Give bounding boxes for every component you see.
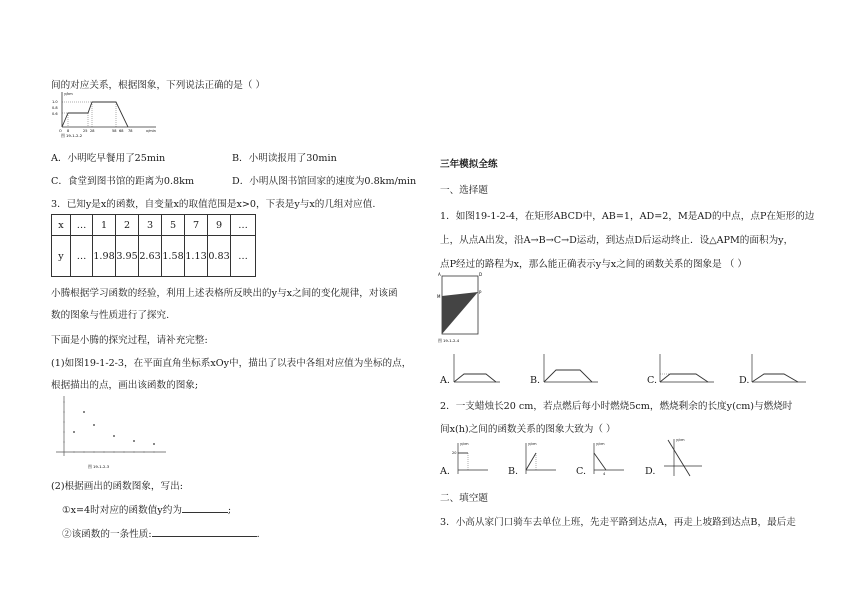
option-c: C．食堂到图书馆的距离为0.8km [51, 176, 195, 187]
paragraph: 小腾根据学习函数的经验，利用上述表格所反映出的y与x之间的变化规律，对该函 [51, 288, 398, 299]
plotted-point [93, 424, 95, 426]
paragraph: 间x(h)之间的函数关系的图象大致为（ ） [440, 424, 616, 435]
svg-text:28: 28 [90, 129, 95, 133]
subsection-title: 二、填空题 [440, 493, 488, 504]
distance-line [62, 102, 128, 127]
table-cell: 7 [185, 215, 208, 236]
table-cell: 2 [116, 215, 139, 236]
table-cell: 1 [93, 215, 116, 236]
plotted-point [133, 440, 135, 442]
figure-caption: 图 19-1-2-3 [88, 464, 110, 469]
q2-option-d-label: D. [645, 466, 656, 477]
table-cell: 3 [139, 215, 162, 236]
shaded-triangle [442, 292, 478, 334]
q1-option-c-label: C. [647, 375, 658, 386]
table-cell: 1.13 [185, 236, 208, 277]
table-cell: … [231, 236, 256, 277]
svg-text:D: D [479, 272, 483, 277]
y-axis-label: y/km [64, 92, 73, 96]
paragraph: 点P经过的路程为x，那么能正确表示y与x之间的函数关系的图象是 （ ） [440, 259, 748, 270]
figure-caption: 图 19-1-2-2 [61, 133, 83, 138]
plotted-point [73, 431, 75, 433]
svg-text:y/cm: y/cm [596, 442, 605, 446]
svg-text:8: 8 [67, 129, 70, 133]
q2-option-c-label: C. [576, 466, 587, 477]
subsection-title: 一、选择题 [440, 185, 488, 196]
paragraph: 下面是小腾的探究过程，请补充完整: [51, 335, 208, 346]
q1-option-d-label: D. [739, 375, 750, 386]
paragraph: 3．小高从家门口骑车去单位上班，先走平路到达点A，再走上坡路到达点B，最后走 [440, 517, 796, 528]
paragraph: 1．如图19-1-2-4，在矩形ABCD中，AB=1，AD=2，M是AD的中点，点P在矩形的边 [440, 211, 815, 222]
x-axis-label: x/min [146, 129, 156, 133]
fill-in-1: ①x=4时对应的函数值y约为 ; [62, 505, 232, 516]
table-cell: … [231, 215, 256, 236]
paragraph: 2．一支蜡烛长20 cm，若点燃后每小时燃烧5cm，燃烧剩余的长度y(cm)与燃烧时 [440, 401, 793, 412]
svg-text:20: 20 [452, 451, 457, 455]
svg-text:68: 68 [119, 129, 124, 133]
svg-text:O: O [59, 129, 62, 133]
question-3-stem: 3．已知y是x的函数，自变量x的取值范围是x>0，下表是y与x的几组对应值. [51, 199, 376, 210]
table-cell: 1.98 [93, 236, 116, 277]
paragraph: 上，从点A出发，沿A→B→C→D运动，到达点D后运动终止．设△APM的面积为y， [440, 235, 794, 246]
table-cell: 2.63 [139, 236, 162, 277]
fill-in-2: ②该函数的一条性质: . [62, 529, 260, 540]
paragraph: 数的图象与性质进行了探究. [51, 310, 170, 321]
figure-19-1-2-2 [48, 90, 160, 138]
figure-19-1-2-4 [436, 270, 486, 344]
table-cell: 9 [208, 215, 231, 236]
y-tick: 0.8 [52, 106, 58, 110]
plotted-point [113, 435, 115, 437]
svg-text:4: 4 [603, 472, 606, 476]
q2-stem-tail: 间的对应关系，根据图象，下列说法正确的是（ ） [51, 80, 266, 91]
q2-option-b-label: B. [508, 466, 519, 477]
plotted-point [153, 443, 155, 445]
table-cell: … [71, 215, 93, 236]
paragraph: 根据描出的点，画出该函数的图象; [51, 380, 199, 391]
figure-caption: 图 19-1-2-4 [438, 338, 460, 343]
table-cell: 3.95 [116, 236, 139, 277]
section-title: 三年模拟全练 [440, 159, 498, 170]
plotted-point [83, 411, 85, 413]
svg-text:A: A [438, 272, 441, 277]
y-tick: 0.6 [52, 112, 58, 116]
svg-text:y/cm: y/cm [528, 442, 537, 446]
q1-option-a-graph [450, 352, 502, 386]
figure-19-1-2-3 [50, 394, 170, 472]
table-cell: 0.83 [208, 236, 231, 277]
svg-text:y/cm: y/cm [676, 438, 685, 442]
option-a: A．小明吃早餐用了25min [51, 153, 166, 164]
option-b: B．小明读报用了30min [232, 153, 337, 164]
q1-option-a-label: A. [440, 375, 450, 386]
table-cell: 5 [162, 215, 185, 236]
y-tick: 1.0 [52, 100, 58, 104]
q2-option-c-graph [588, 440, 628, 478]
svg-text:78: 78 [128, 129, 133, 133]
q2-option-a-label: A. [440, 466, 450, 477]
table-cell: 1.58 [162, 236, 185, 277]
svg-text:P: P [479, 290, 482, 295]
q1-option-b-graph [540, 352, 600, 386]
svg-text:M: M [437, 294, 441, 299]
option-d: D．小明从图书馆回家的速度为0.8km/min [232, 176, 417, 187]
q1-option-d-graph [748, 352, 808, 386]
q2-option-b-graph [520, 440, 560, 478]
q1-option-c-graph [656, 352, 716, 386]
table-cell: y [52, 236, 71, 277]
q1-option-b-label: B. [530, 375, 541, 386]
svg-text:y/cm: y/cm [460, 442, 469, 446]
paragraph: (2)根据画出的函数图象，写出: [51, 481, 183, 492]
value-table [51, 214, 256, 277]
paragraph: (1)如图19-1-2-3，在平面直角坐标系xOy中，描出了以表中各组对应值为坐标的点， [51, 358, 412, 369]
q2-option-a-graph [452, 440, 492, 478]
q2-option-d-graph [660, 436, 704, 478]
svg-text:58: 58 [112, 129, 117, 133]
svg-text:25: 25 [83, 129, 88, 133]
table-cell: x [52, 215, 71, 236]
table-cell: … [71, 236, 93, 277]
